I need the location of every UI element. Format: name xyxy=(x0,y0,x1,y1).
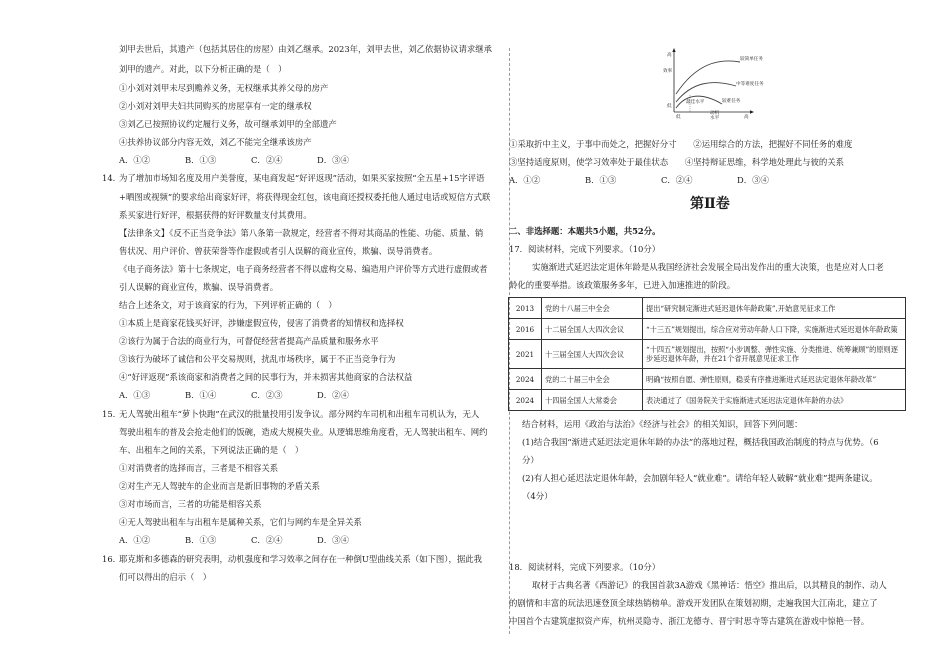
table-cell-content: 明确“按照自愿、弹性原则，稳妥有序推进渐进式延迟法定退休年龄改革” xyxy=(643,369,906,390)
table-cell-content: “十四五”规划提出，按照“小步调整、弹性实施、分类推进、统筹兼顾”的原则逐步延迟退休年龄，并在21个省开展意见征求工作 xyxy=(643,340,906,369)
option-d[interactable]: D．③④ xyxy=(737,175,769,185)
table-row xyxy=(509,319,906,340)
statement-line: ①对消费者的选择而言，三者是不相容关系 xyxy=(119,463,279,473)
section-header: 二、非选择题：本题共5小题，共52分。 xyxy=(509,226,661,236)
statement-line: ③该行为破坏了诚信和公平交易规则，扰乱市场秩序，属于不正当竞争行为 xyxy=(119,354,396,364)
law-text: 引人误解的商业宣传，欺骗、误导消费者。 xyxy=(119,282,279,292)
table-cell-content: “十三五”规划提出，综合应对劳动年龄人口下降，实施渐进式延迟退休年龄政策 xyxy=(643,319,906,340)
statement-line: ②对生产无人驾驶车的企业而言是新旧事物的矛盾关系 xyxy=(119,481,320,491)
table-cell-meeting: 十二届全国人大四次会议 xyxy=(542,319,643,340)
volume-title: 第Ⅱ卷 xyxy=(690,196,730,212)
curve-label: 中等难度任务 xyxy=(736,82,764,87)
q17-task: 结合材料，运用《政治与法治》《经济与社会》的相关知识，回答下列问题： xyxy=(522,419,803,429)
q18-line: 中国首个古建筑虚拟资产库，杭州灵隐寺、浙江龙德寺、晋宁时思寺等古建筑在游戏中惊艳一替。 xyxy=(509,616,870,626)
q13-options xyxy=(119,155,383,166)
table-cell-year: 2016 xyxy=(509,319,542,340)
table-cell-year: 2024 xyxy=(509,369,542,390)
option-b[interactable]: B．①③ xyxy=(585,175,617,185)
y-arrow-icon xyxy=(672,48,675,52)
option-a[interactable]: A．①② xyxy=(119,155,151,165)
statement-line: ③刘乙已按照协议约定履行义务，故可继承刘甲的全部遗产 xyxy=(119,119,337,129)
option-d[interactable]: D．③④ xyxy=(317,155,349,165)
question-number: 15. xyxy=(102,409,116,419)
q17-intro: 龄化的重要举措。该政策服务多年，已进入加速推进的阶段。 xyxy=(509,280,736,290)
q18-line: 的剧情和丰富的玩法迅速登顶全球热销榜单。游戏开发团队在策划初期，走遍我国大江南北，建立了 xyxy=(509,598,878,608)
y-high-label: 高 xyxy=(667,53,672,58)
y-axis-label: 效率 xyxy=(663,69,673,74)
option-a[interactable]: A．①③ xyxy=(119,390,151,400)
q17-subquestion: (1)结合我国“渐进式延迟法定退休年龄的办法”的落地过程，概括我国政治制度的特点与优势。（6 xyxy=(522,437,879,447)
x-low-label: 低 xyxy=(676,115,681,120)
q16-option-line: ①采取折中主义，于事中而处之，把握好分寸 ②运用综合的方法，把握好不同任务的难度 xyxy=(509,139,853,149)
table-cell-meeting: 党的二十届三中全会 xyxy=(542,369,643,390)
statement-line: ④扶养协议部分内容无效，刘乙不能完全继承该房产 xyxy=(119,137,312,147)
statement-line: ④“好评返现”系该商家和消费者之间的民事行为，并未损害其他商家的合法权益 xyxy=(119,372,413,382)
table-cell-year: 2021 xyxy=(509,340,542,369)
option-c[interactable]: C．②④ xyxy=(251,155,283,165)
y-low-label: 低 xyxy=(667,104,672,109)
x-arrow-icon xyxy=(750,110,754,113)
q15-line: 车、出租车之间的关系，下列说法正确的是（ ） xyxy=(119,445,304,455)
yerkes-dodson-chart xyxy=(656,46,764,121)
q14-line: 为了增加市场知名度及用户美誉度，某电商发起“好评返现”活动，如果买家按照“全五星+15字评语 xyxy=(119,173,485,183)
law-text: 《电子商务法》第十七条规定，电子商务经营者不得以虚构交易、编造用户评价等方式进行虚假或者 xyxy=(119,264,488,274)
q14-line: 系买家进行好评，根据获得的好评数量支付其费用。 xyxy=(119,210,312,220)
option-c[interactable]: C．②③ xyxy=(251,390,283,400)
option-c[interactable]: C．②④ xyxy=(251,535,283,545)
x-high-label: 高 xyxy=(744,115,749,120)
statement-line: ③对市场而言，三者的功能是相容关系 xyxy=(119,499,262,509)
optimal-level-label: 最佳水平 xyxy=(686,100,705,105)
table-row xyxy=(509,369,906,390)
q15-line: 无人驾驶出租车“萝卜快跑”在武汉的批量投用引发争议。部分网约车司机和出租车司机认为，无人 xyxy=(119,409,480,419)
statement-line: ①小刘对刘甲未尽到赡养义务，无权继承其养父母的房产 xyxy=(119,83,329,93)
q17-intro: 实施渐进式延迟法定退休年龄是从我国经济社会发展全局出发作出的重大决策，也是应对人口老 xyxy=(532,262,884,272)
option-b[interactable]: B．①③ xyxy=(185,535,217,545)
policy-timeline-table xyxy=(508,297,906,411)
q14-options xyxy=(119,390,383,401)
option-d[interactable]: D．②④ xyxy=(317,390,349,400)
question-number: 16. xyxy=(102,554,116,564)
statement-line: ②小刘对刘甲夫妇共同购买的房屋享有一定的继承权 xyxy=(119,101,312,111)
table-cell-meeting: 十四届全国人大常委会 xyxy=(542,390,643,411)
table-cell-meeting: 十三届全国人大四次会议 xyxy=(542,340,643,369)
option-d[interactable]: D．③④ xyxy=(317,535,349,545)
q18-header: 18．阅读材料，完成下列要求。（10分） xyxy=(509,562,661,572)
intro-line: 刘甲去世后，其遗产（包括其居住的房屋）由刘乙继承。2023年，刘甲去世，刘乙依据协议请求继承 xyxy=(119,44,493,54)
q17-subquestion: (2)有人担心延迟法定退休年龄，会加剧年轻人“就业难”。请给年轻人破解“就业难”提两条建议。 xyxy=(522,473,878,483)
x-axis-label: 水平 xyxy=(710,116,720,121)
q16-line: 们可以得出的启示（ ） xyxy=(119,572,212,582)
statement-line: ①本质上是商家花钱买好评，涉嫌虚假宣传，侵害了消费者的知情权和选择权 xyxy=(119,318,404,328)
question-number: 14. xyxy=(102,173,116,183)
q14-line: +晒图或视频”的要求给出商家好评，将获得现金红包，该电商还授权委托他人通过电话或短信方式联 xyxy=(119,192,491,202)
q16-line: 耶克斯和多德森的研究表明，动机强度和学习效率之间存在一种倒U型曲线关系（如下图），据此我 xyxy=(119,554,482,564)
law-text: 售状况、用户评价、曾获荣誉等作虚假或者引人误解的商业宣传，欺骗、误导消费者。 xyxy=(119,246,438,256)
statement-line: ②该行为属于合法的商业行为，可督促经营者提高产品质量和服务水平 xyxy=(119,336,379,346)
option-b[interactable]: B．①④ xyxy=(185,390,217,400)
q15-line: 驾驶出租车的普及会抢走他们的饭碗，造成大规模失业。从逻辑思维角度看，无人驾驶出租车、网约 xyxy=(119,427,488,437)
q17-header: 17．阅读材料，完成下列要求。（10分） xyxy=(509,244,661,254)
table-cell-content: 表决通过了《国务院关于实施渐进式延迟法定退休年龄的办法》 xyxy=(643,390,906,411)
table-cell-year: 2013 xyxy=(509,298,542,319)
intro-line: 刘甲的遗产。对此，以下分析正确的是（ ） xyxy=(119,64,287,74)
option-a[interactable]: A．①② xyxy=(509,175,541,185)
q16-options xyxy=(509,175,813,186)
table-cell-content: 提出“研究制定渐进式延迟退休年龄政策”,开始意见征求工作 xyxy=(643,298,906,319)
option-c[interactable]: C．②④ xyxy=(661,175,693,185)
table-cell-year: 2024 xyxy=(509,390,542,411)
q16-option-line: ③坚持适度原则，使学习效率处于最佳状态 ④坚持辩证思维，科学地处理此与彼的关系 xyxy=(509,157,844,167)
table-row xyxy=(509,298,906,319)
curve-label: 较简单任务 xyxy=(740,57,763,62)
q18-line: 取材于古典名著《西游记》的我国首款3A游戏《黑神话：悟空》推出后，以其精良的制作、动人 xyxy=(532,580,887,590)
q15-options xyxy=(119,535,383,546)
x-axis-label: 动机 xyxy=(710,111,720,116)
table-row xyxy=(509,390,906,411)
q14-line: 结合上述条文，对于该商家的行为，下列评析正确的（ ） xyxy=(119,300,337,310)
option-a[interactable]: A．①② xyxy=(119,535,151,545)
law-text: 【法律条文】《反不正当竞争法》第八条第一款规定，经营者不得对其商品的性能、功能、质量、销 xyxy=(119,228,484,238)
table-cell-meeting: 党的十八届三中全会 xyxy=(542,298,643,319)
curve-label: 较难任务 xyxy=(722,99,741,104)
table-row xyxy=(509,340,906,369)
q17-subquestion: （4分） xyxy=(522,491,553,501)
curve-simple-task xyxy=(676,61,740,94)
q17-subquestion: 分） xyxy=(522,455,539,465)
option-b[interactable]: B．①③ xyxy=(185,155,217,165)
statement-line: ④无人驾驶出租车与出租车是属种关系，它们与网约车是全异关系 xyxy=(119,517,362,527)
